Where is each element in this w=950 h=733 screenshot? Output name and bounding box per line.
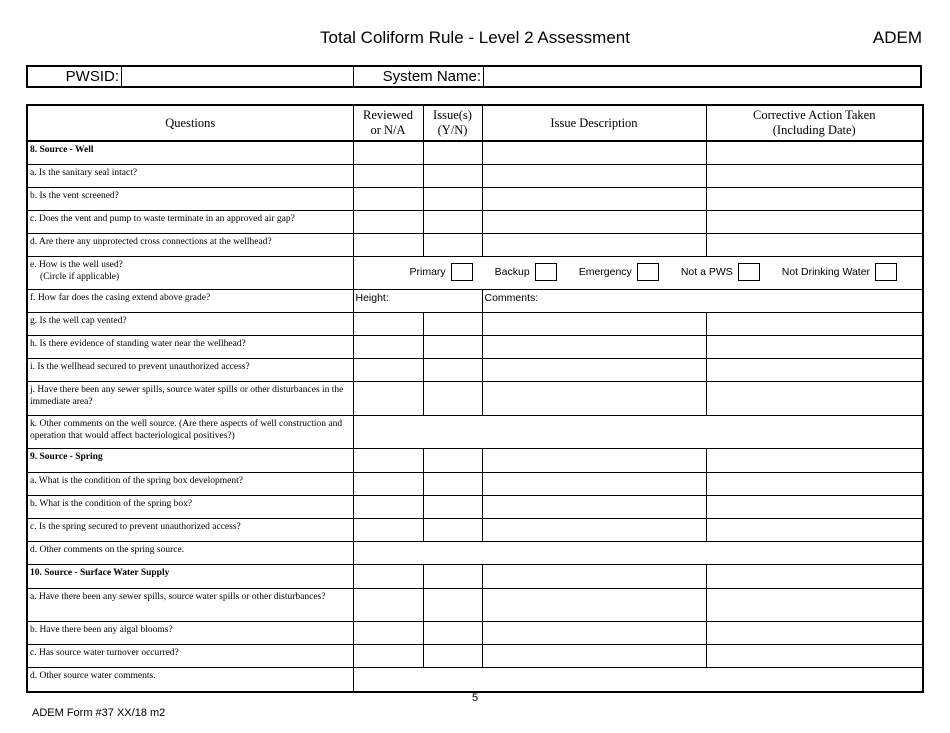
issue-cell[interactable] [423,621,482,644]
issue-cell[interactable] [423,588,482,621]
col-issues [423,105,482,141]
col-corrective [706,105,923,141]
issue-cell[interactable] [423,210,482,233]
reviewed-cell[interactable] [353,187,423,210]
issue-cell[interactable] [423,564,482,588]
col-reviewed-line1: Reviewed [363,108,413,122]
option-not-drinking-water-label: Not Drinking Water [781,265,871,278]
description-cell[interactable] [482,518,706,541]
question-well-c: c. Does the vent and pump to waste terminate in an approved air gap? [27,210,353,233]
issue-cell[interactable] [423,448,482,472]
option-backup-label: Backup [494,265,530,278]
document-title: Total Coliform Rule - Level 2 Assessment [320,28,630,47]
description-cell[interactable] [482,233,706,256]
reviewed-cell[interactable] [353,210,423,233]
issue-cell[interactable] [423,312,482,335]
option-primary-checkbox[interactable] [451,263,473,281]
corrective-cell[interactable] [706,187,923,210]
option-emergency[interactable] [579,263,659,281]
description-cell[interactable] [482,381,706,415]
corrective-cell[interactable] [706,164,923,187]
col-description: Issue Description [482,105,706,141]
well-use-options [353,256,923,289]
option-not-drinking-water-checkbox[interactable] [875,263,897,281]
description-cell[interactable] [482,621,706,644]
description-cell[interactable] [482,448,706,472]
reviewed-cell[interactable] [353,518,423,541]
col-questions: Questions [27,105,353,141]
option-not-a-pws[interactable] [681,263,760,281]
reviewed-cell[interactable] [353,472,423,495]
section-surface-water: 10. Source - Surface Water Supply [27,564,353,588]
spring-comments-cell[interactable] [353,541,923,564]
question-well-d: d. Are there any unprotected cross connections at the wellhead? [27,233,353,256]
option-emergency-checkbox[interactable] [637,263,659,281]
question-well-b: b. Is the vent screened? [27,187,353,210]
question-well-f: f. How far does the casing extend above grade? [27,289,353,312]
description-cell[interactable] [482,588,706,621]
page-number: 5 [471,692,479,704]
reviewed-cell[interactable] [353,588,423,621]
comments-field[interactable]: Comments: [482,289,923,312]
corrective-cell[interactable] [706,518,923,541]
col-reviewed [353,105,423,141]
question-surface-b: b. Have there been any algal blooms? [27,621,353,644]
corrective-cell[interactable] [706,141,923,164]
question-surface-c: c. Has source water turnover occurred? [27,644,353,667]
corrective-cell[interactable] [706,233,923,256]
well-comments-cell[interactable] [353,415,923,448]
question-well-e-line2: (Circle if applicable) [40,272,120,282]
col-corrective-line2: (Including Date) [772,123,856,137]
issue-cell[interactable] [423,495,482,518]
option-not-drinking-water[interactable] [782,263,897,281]
corrective-cell[interactable] [706,358,923,381]
pwsid-label: PWSID: [65,68,119,85]
issue-cell[interactable] [423,644,482,667]
option-backup[interactable] [495,263,557,281]
question-spring-a: a. What is the condition of the spring box development? [27,472,353,495]
corrective-cell[interactable] [706,588,923,621]
reviewed-cell[interactable] [353,644,423,667]
reviewed-cell[interactable] [353,141,423,164]
description-cell[interactable] [482,164,706,187]
question-surface-a: a. Have there been any sewer spills, source water spills or other disturbances? [27,588,353,621]
reviewed-cell[interactable] [353,312,423,335]
issue-cell[interactable] [423,233,482,256]
col-corrective-line1: Corrective Action Taken [753,108,876,122]
question-well-j: j. Have there been any sewer spills, source water spills or other disturbances in the immediate area? [27,381,353,415]
description-cell[interactable] [482,495,706,518]
question-well-k: k. Other comments on the well source. (Are there aspects of well construction and operation that would affect bacteriological positives?) [27,415,353,448]
system-name-label: System Name: [353,67,483,86]
option-backup-checkbox[interactable] [535,263,557,281]
section-spring: 9. Source - Spring [27,448,353,472]
col-issues-line2: (Y/N) [437,123,468,137]
option-not-a-pws-checkbox[interactable] [738,263,760,281]
corrective-cell[interactable] [706,210,923,233]
description-cell[interactable] [482,564,706,588]
reviewed-cell[interactable] [353,621,423,644]
description-cell[interactable] [482,644,706,667]
corrective-cell[interactable] [706,495,923,518]
description-cell[interactable] [482,358,706,381]
question-spring-b: b. What is the condition of the spring box? [27,495,353,518]
assessment-table [26,104,924,693]
option-primary[interactable] [410,263,473,281]
section-well: 8. Source - Well [27,141,353,164]
issue-cell[interactable] [423,472,482,495]
col-reviewed-line2: or N/A [370,123,406,137]
question-well-i: i. Is the wellhead secured to prevent unauthorized access? [27,358,353,381]
system-name-field[interactable] [483,67,920,86]
issue-cell[interactable] [423,335,482,358]
issue-cell[interactable] [423,141,482,164]
reviewed-cell[interactable] [353,233,423,256]
reviewed-cell[interactable] [353,381,423,415]
reviewed-cell[interactable] [353,564,423,588]
reviewed-cell[interactable] [353,335,423,358]
description-cell[interactable] [482,141,706,164]
option-emergency-label: Emergency [578,265,632,278]
corrective-cell[interactable] [706,644,923,667]
description-cell[interactable] [482,312,706,335]
corrective-cell[interactable] [706,312,923,335]
question-well-e [27,256,353,289]
option-not-a-pws-label: Not a PWS [680,265,733,278]
corrective-cell[interactable] [706,448,923,472]
corrective-cell[interactable] [706,381,923,415]
description-cell[interactable] [482,187,706,210]
col-issues-line1: Issue(s) [433,108,472,122]
issue-cell[interactable] [423,187,482,210]
question-surface-d: d. Other source water comments. [27,667,353,692]
question-well-g: g. Is the well cap vented? [27,312,353,335]
reviewed-cell[interactable] [353,358,423,381]
issue-cell[interactable] [423,518,482,541]
description-cell[interactable] [482,472,706,495]
question-well-h: h. Is there evidence of standing water near the wellhead? [27,335,353,358]
reviewed-cell[interactable] [353,448,423,472]
agency-label: ADEM [872,28,922,47]
description-cell[interactable] [482,335,706,358]
reviewed-cell[interactable] [353,495,423,518]
issue-cell[interactable] [423,164,482,187]
option-primary-label: Primary [409,265,446,278]
corrective-cell[interactable] [706,564,923,588]
question-well-e-line1: e. How is the well used? [30,259,123,270]
surface-comments-cell[interactable] [353,667,923,692]
question-well-a: a. Is the sanitary seal intact? [27,164,353,187]
reviewed-cell[interactable] [353,164,423,187]
issue-cell[interactable] [423,358,482,381]
pwsid-field[interactable] [121,67,353,86]
issue-cell[interactable] [423,381,482,415]
form-id: ADEM Form #37 XX/18 m2 [32,707,166,719]
corrective-cell[interactable] [706,335,923,358]
corrective-cell[interactable] [706,621,923,644]
description-cell[interactable] [482,210,706,233]
id-bar [26,65,922,88]
question-spring-c: c. Is the spring secured to prevent unauthorized access? [27,518,353,541]
corrective-cell[interactable] [706,472,923,495]
question-spring-d: d. Other comments on the spring source. [27,541,353,564]
height-field[interactable]: Height: [353,289,482,312]
